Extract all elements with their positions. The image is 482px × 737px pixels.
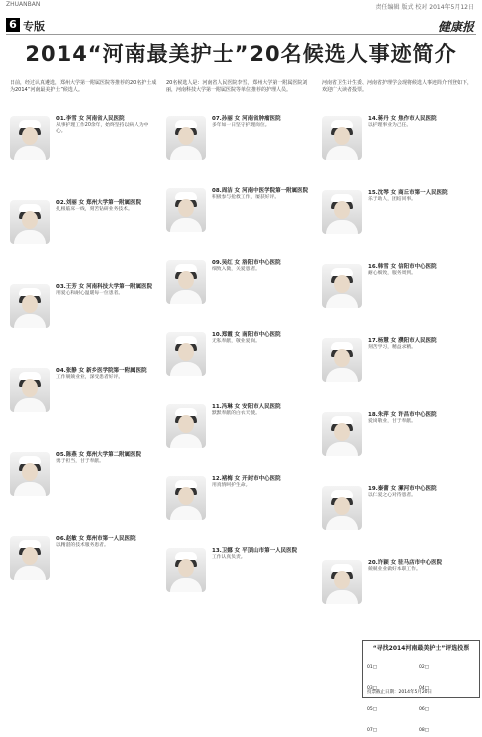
nurse-photo [322, 338, 362, 382]
nurse-photo [322, 190, 362, 234]
nurse-photo [166, 116, 206, 160]
column-1 [10, 116, 158, 636]
candidate-name: 12.褚梅 女 开封市中心医院 [212, 476, 281, 482]
nurse-photo [10, 536, 50, 580]
candidate-text: 无私奉献，敬业爱岗。 [212, 339, 260, 344]
nurse-photo [322, 486, 362, 530]
page-headline: 2014“河南最美护士”20名候选人事迹简介 [25, 42, 457, 66]
vote-grid [367, 653, 475, 737]
candidate-text: 积极参与抢救工作，屡获好评。 [212, 195, 280, 200]
top-bar [0, 0, 482, 16]
candidate-name: 17.杨慧 女 濮阳市人民医院 [368, 338, 437, 344]
candidate-name: 08.周洁 女 河南中医学院第一附属医院 [212, 188, 309, 194]
column-3 [322, 116, 474, 636]
masthead: 健康报 [437, 20, 474, 34]
vote-box [362, 640, 480, 733]
candidate-name: 14.蒋丹 女 焦作市人民医院 [368, 116, 437, 122]
candidate-text: 兢兢业业做好本职工作。 [368, 567, 421, 572]
candidate-text: 细致入微，关爱患者。 [212, 267, 260, 272]
candidate-text: 扎根临床一线，刻苦钻研业务技术。 [56, 207, 133, 212]
candidate-text: 刻苦学习，精益求精。 [368, 345, 416, 350]
nurse-photo [10, 368, 50, 412]
vote-footer: 投票截止日期：2014年5月20日 [367, 690, 433, 695]
candidate-text: 默默奉献的白衣天使。 [212, 411, 260, 416]
candidate-text: 以护理事业为己任。 [368, 123, 412, 128]
candidate-name: 06.赵敏 女 郑州市第一人民医院 [56, 536, 136, 542]
vote-option[interactable]: 03□ [367, 686, 377, 691]
candidate-name: 03.王芳 女 河南科技大学第一附属医院 [56, 284, 153, 290]
vote-option[interactable]: 04□ [419, 686, 429, 691]
candidate-text: 用真情呵护生命。 [212, 483, 251, 488]
candidate-name: 15.沈琴 女 商丘市第一人民医院 [368, 190, 448, 196]
candidate-text: 乐于助人，团结同事。 [368, 197, 416, 202]
candidate-text: 从事护理工作20余年，始终坚持以病人为中心。 [56, 123, 149, 135]
vote-option[interactable]: 06□ [419, 707, 429, 712]
vote-option[interactable]: 01□ [367, 665, 377, 670]
candidate-name: 02.刘丽 女 郑州大学第一附属医院 [56, 200, 142, 206]
nurse-photo [322, 264, 362, 308]
candidate-name: 10.郑霞 女 南阳市中心医院 [212, 332, 281, 338]
candidate-name: 11.冯琳 女 安阳市人民医院 [212, 404, 281, 410]
candidate-name: 16.韩雪 女 信阳市中心医院 [368, 264, 437, 270]
section-title: 专版 [23, 20, 45, 33]
nurse-photo [322, 560, 362, 604]
nurse-photo [322, 412, 362, 456]
nurse-photo [166, 476, 206, 520]
page-meta: 责任编辑 版式 校对 2014年5月12日 [375, 4, 474, 11]
nurse-photo [166, 260, 206, 304]
nurse-photo [322, 116, 362, 160]
vote-option[interactable]: 08□ [419, 728, 429, 733]
candidate-name: 05.陈燕 女 郑州大学第二附属医院 [56, 452, 142, 458]
candidate-text: 爱岗敬业，甘于奉献。 [368, 419, 416, 424]
candidate-text: 工作认真负责。 [212, 555, 246, 560]
nurse-photo [166, 332, 206, 376]
candidate-name: 07.孙丽 女 河南省肿瘤医院 [212, 116, 281, 122]
candidate-text: 以仁爱之心对待患者。 [368, 493, 416, 498]
nurse-photo [10, 284, 50, 328]
nurse-photo [10, 116, 50, 160]
candidate-text: 以精湛的技术服务患者。 [56, 543, 109, 548]
nurse-photo [166, 548, 206, 592]
candidate-text: 多年如一日坚守护理岗位。 [212, 123, 270, 128]
intro-col-3: 河南省卫生计生委、河南省护理学会现将候选人事迹简介刊登如下，欢迎广大读者投票。 [322, 80, 473, 93]
candidate-name: 18.朱萍 女 许昌市中心医院 [368, 412, 437, 418]
candidate-name: 04.张静 女 新乡医学院第一附属医院 [56, 368, 147, 374]
column-2 [166, 116, 314, 636]
candidate-name: 13.卫娜 女 平顶山市第一人民医院 [212, 548, 298, 554]
zhuanban-label: ZHUANBAN [6, 1, 41, 8]
candidate-text: 用爱心和耐心温暖每一位患者。 [56, 291, 124, 296]
candidate-name: 20.许颖 女 驻马店市中心医院 [368, 560, 443, 566]
nurse-photo [10, 200, 50, 244]
candidate-name: 01.李雪 女 河南省人民医院 [56, 116, 125, 122]
candidate-name: 19.秦蕾 女 漯河市中心医院 [368, 486, 437, 492]
vote-option[interactable]: 05□ [367, 707, 377, 712]
candidate-text: 勇于担当，甘于奉献。 [56, 459, 104, 464]
nurse-photo [166, 404, 206, 448]
candidate-name: 09.吴红 女 洛阳市中心医院 [212, 260, 281, 266]
section-row [6, 16, 476, 35]
candidate-text: 耐心细致，服务周到。 [368, 271, 416, 276]
nurse-photo [166, 188, 206, 232]
intro-col-2: 20名候选人是：河南省人民医院李雪，郑州大学第一附属医院刘丽，河南科技大学第一附属医院等单位推荐的护理人员。 [166, 80, 308, 93]
section-number: 6 [6, 18, 20, 32]
vote-title: “寻找2014河南最美护士”评选投票 [372, 645, 470, 652]
candidate-text: 工作兢兢业业，深受患者好评。 [56, 375, 124, 380]
vote-option[interactable]: 07□ [367, 728, 377, 733]
nurse-photo [10, 452, 50, 496]
intro-col-1: 日前，经过认真遴选，郑州大学第一附属医院等推荐的20名护士成为2014“河南最美护士”候选人。 [10, 80, 157, 93]
vote-option[interactable]: 02□ [419, 665, 429, 670]
